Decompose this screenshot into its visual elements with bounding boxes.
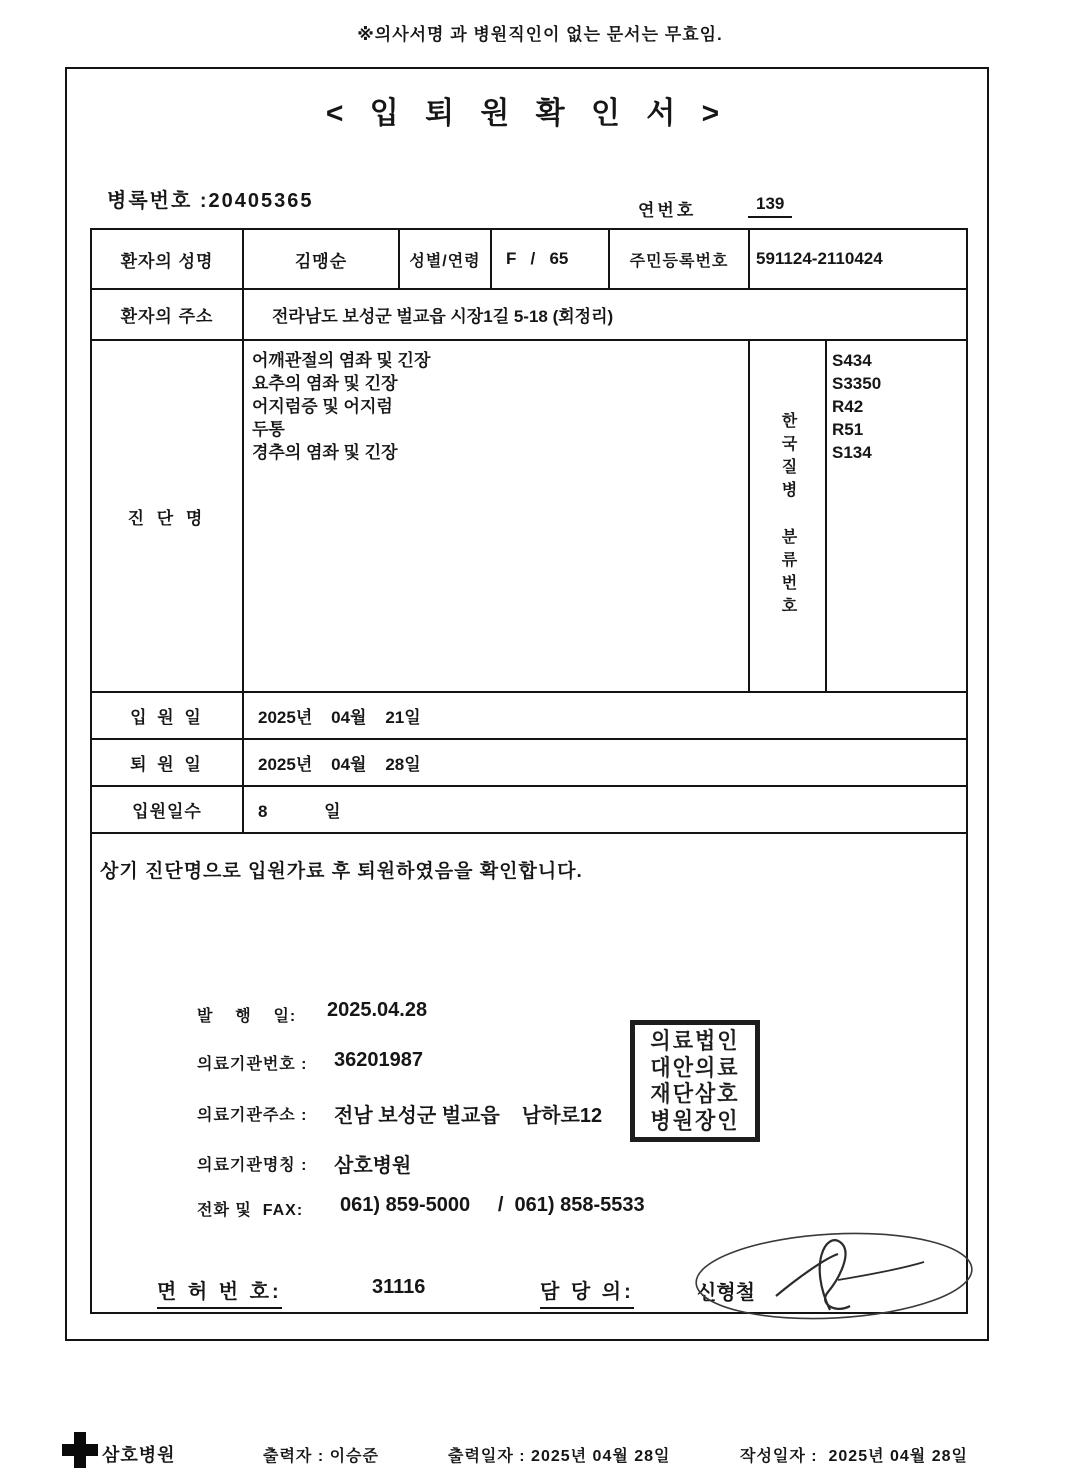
doctor-signature [688, 1218, 980, 1330]
stay-days-label: 입원일수 [92, 787, 244, 834]
institution-number-value: 36201987 [334, 1049, 423, 1071]
serial-number-label: 연번호 [638, 201, 697, 220]
diagnosis-code: R51 [832, 420, 864, 439]
written-date-value: 2025년 04월 28일 [828, 1448, 968, 1465]
seal-text-row: 병원장인 [650, 1107, 740, 1134]
license-number-label: 면 허 번 호: [157, 1275, 282, 1309]
diagnosis-code-list [827, 341, 966, 693]
sex-age-label: 성별/연령 [400, 230, 492, 290]
print-date-value: 2025년 04월 28일 [531, 1448, 671, 1465]
phone-fax-label: 전화 및 FAX: [197, 1202, 304, 1219]
diagnosis-code: S134 [832, 443, 872, 462]
patient-address-value: 전라남도 보성군 벌교읍 시장1길 5-18 (회정리) [244, 290, 966, 341]
kcd-code-header: 한국질병 분류번호 [750, 341, 827, 693]
hospital-cross-logo [62, 1432, 98, 1468]
print-date-label: 출력일자 : [448, 1448, 532, 1465]
seal-text-row: 재단삼호 [650, 1081, 740, 1108]
admission-date-label: 입 원 일 [92, 693, 244, 740]
admission-date-value: 2025년 04월 21일 [244, 693, 966, 740]
attending-doctor-label: 담 당 의: [540, 1275, 634, 1309]
phone-fax-value: 061) 859-5000 / 061) 858-5533 [340, 1194, 645, 1216]
chart-number-value: 20405365 [208, 190, 314, 212]
footer-hospital-name: 삼호병원 [102, 1445, 176, 1465]
institution-name-label: 의료기관명칭 : [197, 1157, 308, 1174]
institution-number-label: 의료기관번호 : [197, 1056, 308, 1073]
chart-number-label: 병록번호 : [107, 190, 209, 212]
diagnosis-label: 진 단 명 [92, 341, 244, 693]
institution-name-value: 삼호병원 [334, 1155, 412, 1177]
diagnosis-name: 요추의 염좌 및 긴장 [252, 374, 398, 393]
issue-date-value: 2025.04.28 [327, 999, 428, 1021]
attending-doctor-name: 신형철 [697, 1282, 755, 1304]
printed-by-label: 출력자 : [263, 1448, 330, 1465]
institution-address-value: 전남 보성군 벌교읍 남하로12 [334, 1105, 603, 1127]
issue-date-label: 발 행 일: [197, 1008, 297, 1025]
rrn-value: 591124-2110424 [750, 230, 966, 290]
diagnosis-code: S3350 [832, 374, 882, 393]
diagnosis-code: R42 [832, 397, 864, 416]
discharge-date-value: 2025년 04월 28일 [244, 740, 966, 787]
serial-number-value: 139 [748, 194, 792, 218]
hospital-seal [630, 1020, 760, 1142]
discharge-date-label: 퇴 원 일 [92, 740, 244, 787]
institution-address-label: 의료기관주소 : [197, 1107, 308, 1124]
seal-text-row: 의료법인 [650, 1028, 740, 1055]
sex-age-value: F / 65 [492, 230, 610, 290]
print-date [448, 1443, 671, 1466]
patient-name-value: 김맹순 [244, 230, 400, 290]
patient-address-label: 환자의 주소 [92, 290, 244, 341]
written-date-label: 작성일자 : [740, 1448, 829, 1465]
patient-name-label: 환자의 성명 [92, 230, 244, 290]
chart-number-line [107, 184, 313, 213]
rrn-label: 주민등록번호 [610, 230, 750, 290]
diagnosis-name: 두통 [252, 420, 285, 439]
diagnosis-name: 경추의 염좌 및 긴장 [252, 443, 398, 462]
diagnosis-name-list [244, 341, 750, 693]
diagnosis-name: 어깨관절의 염좌 및 긴장 [252, 351, 431, 370]
seal-text-row: 대안의료 [650, 1054, 740, 1081]
printed-by [263, 1443, 379, 1466]
validity-notice: ※의사서명 과 병원직인이 없는 문서는 무효임. [357, 25, 723, 44]
diagnosis-code: S434 [832, 351, 872, 370]
license-number-value: 31116 [372, 1276, 426, 1298]
printed-by-value: 이승준 [329, 1448, 379, 1465]
diagnosis-name: 어지럼증 및 어지럼 [252, 397, 393, 416]
document-title: < 입 퇴 원 확 인 서 > [325, 97, 729, 130]
confirmation-statement: 상기 진단명으로 입원가료 후 퇴원하였음을 확인합니다. [100, 861, 583, 882]
stay-days-value: 8 일 [244, 787, 966, 834]
written-date [740, 1443, 968, 1466]
